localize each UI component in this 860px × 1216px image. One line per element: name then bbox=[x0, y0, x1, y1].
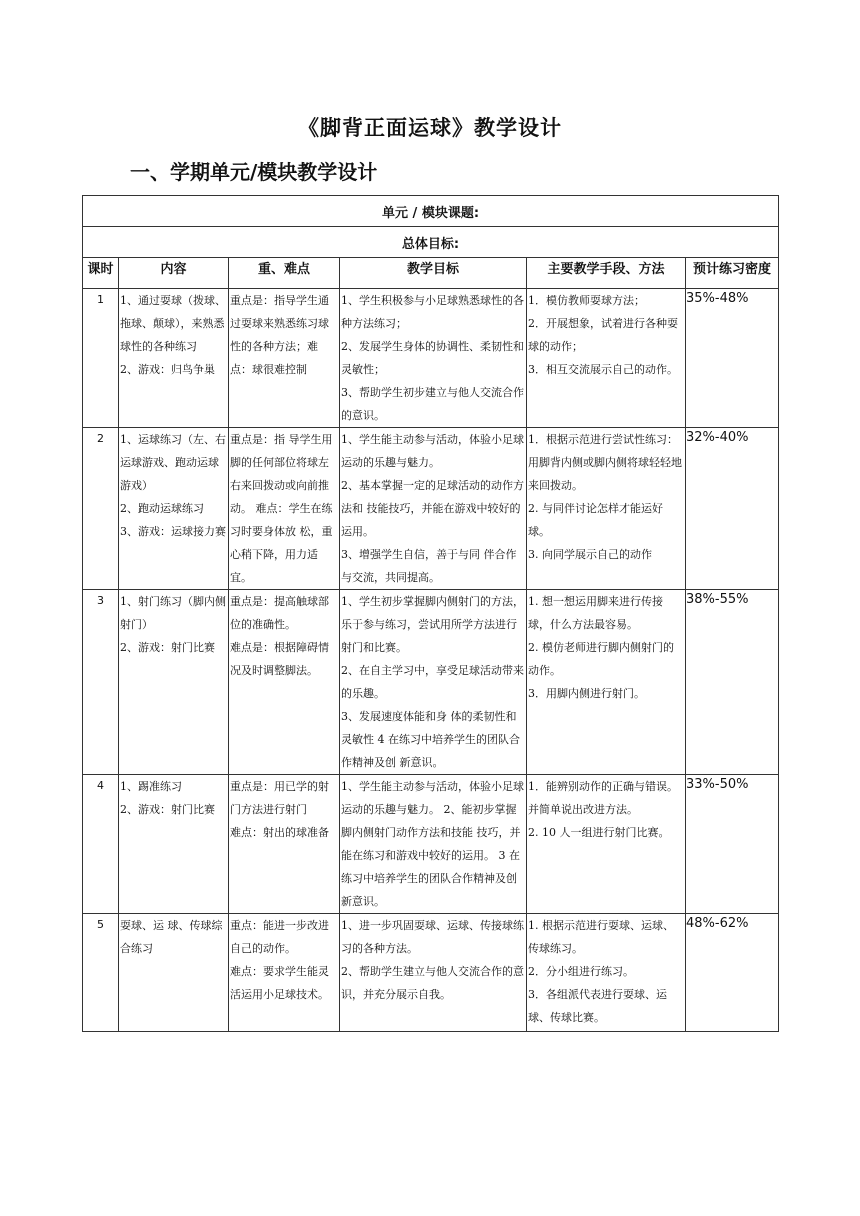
goals-cell bbox=[340, 590, 527, 775]
cell-line: 3．用脚内侧进行射门。 bbox=[528, 687, 645, 700]
cell-line: 1．能辨别动作的正确与错误。并简单说出改进方法。 bbox=[528, 780, 678, 816]
cell-line: 2. 与同伴讨论怎样才能运好球。 bbox=[528, 502, 663, 538]
density-cell: 32%-40% bbox=[686, 428, 779, 590]
content-cell bbox=[119, 289, 229, 428]
table-row bbox=[83, 428, 779, 590]
content-cell bbox=[119, 428, 229, 590]
table-row bbox=[83, 289, 779, 428]
table-header-row bbox=[83, 258, 779, 289]
cell-line: 1、射门练习（脚内侧射门） bbox=[120, 595, 226, 631]
density-cell: 33%-50% bbox=[686, 775, 779, 914]
page-title: 《脚背正面运球》教学设计 bbox=[298, 116, 562, 140]
cell-line: 1．根据示范进行尝试性练习：用脚背内侧或脚内侧将球轻轻地来回拨动。 bbox=[528, 433, 682, 492]
cell-line: 1、学生能主动参与活动，体验小足球运动的乐趣与魅力。 bbox=[341, 433, 524, 469]
cell-line: 1、学生能主动参与活动，体验小足球运动的乐趣与魅力。 2、能初步掌握脚内侧射门动作方法和技能 技巧，并能在练习和游戏中较好的运用。 3 在练习中培养学生的团队合作精神及创新意识。 bbox=[341, 780, 524, 908]
cell-line: 重点是：指 导学生用脚的任何部位将球左右来回拨动或向前推动。 难点：学生在练习时要身体放 松，重心稍下降，用力适宜。 bbox=[230, 433, 333, 584]
lesson-number: 2 bbox=[83, 428, 119, 590]
cell-line: 1、通过耍球（拨球、拖球、颠球），来熟悉球性的各种练习 bbox=[120, 294, 226, 353]
cell-line: 1、学生积极参与小足球熟悉球性的各种方法练习； bbox=[341, 294, 524, 330]
cell-line: 3. 向同学展示自己的动作 bbox=[528, 548, 652, 561]
methods-cell bbox=[527, 428, 686, 590]
lesson-number: 1 bbox=[83, 289, 119, 428]
density-cell: 48%-62% bbox=[686, 914, 779, 1032]
cell-line: 3．相互交流展示自己的动作。 bbox=[528, 363, 678, 376]
goals-cell bbox=[340, 428, 527, 590]
header-density: 预计练习密度 bbox=[686, 258, 779, 289]
cell-line: 2、游戏：射门比赛 bbox=[120, 803, 215, 816]
cell-line: 1、运球练习（左、右运球游戏、跑动运球游戏） bbox=[120, 433, 226, 492]
cell-line: 难点：射出的球准备 bbox=[230, 826, 329, 839]
cell-line: 2．分小组进行练习。 bbox=[528, 965, 634, 978]
cell-line: 2、游戏：射门比赛 bbox=[120, 641, 215, 654]
lesson-number: 4 bbox=[83, 775, 119, 914]
lesson-number: 3 bbox=[83, 590, 119, 775]
cell-line: 2. 模仿老师进行脚内侧射门的动作。 bbox=[528, 641, 674, 677]
header-lesson: 课时 bbox=[83, 258, 119, 289]
lesson-number: 5 bbox=[83, 914, 119, 1032]
goals-cell bbox=[340, 289, 527, 428]
cell-line: 3、增强学生自信，善于与同 伴合作与交流，共同提高。 bbox=[341, 548, 517, 584]
cell-line: 难点：要求学生能灵活运用小足球技术。 bbox=[230, 965, 329, 1001]
cell-line: 1、踢准练习 bbox=[120, 780, 182, 793]
cell-line: 1、学生初步掌握脚内侧射门的方法，乐于参与练习，尝试用所学方法进行射门和比赛。 bbox=[341, 595, 524, 654]
cell-line: 2、基本掌握一定的足球活动的动作方法和 技能技巧，并能在游戏中较好的运用。 bbox=[341, 479, 524, 538]
cell-line: 重点是：提高触球部位的准确性。 bbox=[230, 595, 329, 631]
key-points-cell bbox=[229, 428, 340, 590]
section-heading: 一、学期单元/模块教学设计 bbox=[130, 160, 378, 184]
density-cell: 35%-48% bbox=[686, 289, 779, 428]
cell-line: 重点是：用已学的射门方法进行射门 bbox=[230, 780, 329, 816]
cell-line: 重点是：指导学生通过耍球来熟悉练习球性的各种方法；难点：球很难控制 bbox=[230, 294, 329, 376]
unit-topic-row: 单元 / 模块课题: bbox=[83, 196, 779, 227]
cell-line: 3、发展速度体能和身 体的柔韧性和灵敏性 4 在练习中培养学生的团队合作精神及创 新意识。 bbox=[341, 710, 520, 769]
header-goals: 教学目标 bbox=[340, 258, 527, 289]
cell-line: 2．开展想象，试着进行各种耍球的动作； bbox=[528, 317, 678, 353]
cell-line: 2、在自主学习中，享受足球活动带来的乐趣。 bbox=[341, 664, 524, 700]
cell-line: 3、游戏：运球接力赛 bbox=[120, 525, 226, 538]
cell-line: 2、跑动运球练习 bbox=[120, 502, 204, 515]
table-row bbox=[83, 775, 779, 914]
cell-line: 2、游戏：归鸟争巢 bbox=[120, 363, 215, 376]
methods-cell bbox=[527, 775, 686, 914]
table-row bbox=[83, 914, 779, 1032]
cell-line: 1. 想一想运用脚来进行传接球，什么方法最容易。 bbox=[528, 595, 663, 631]
density-cell: 38%-55% bbox=[686, 590, 779, 775]
goals-cell bbox=[340, 775, 527, 914]
overall-goal-row: 总体目标: bbox=[83, 227, 779, 258]
content-cell bbox=[119, 914, 229, 1032]
cell-line: 耍球、运 球、传球综合练习 bbox=[120, 919, 223, 955]
cell-line: 1. 根据示范进行耍球、运球、传球练习。 bbox=[528, 919, 674, 955]
key-points-cell bbox=[229, 590, 340, 775]
header-methods: 主要教学手段、方法 bbox=[527, 258, 686, 289]
key-points-cell bbox=[229, 289, 340, 428]
content-cell bbox=[119, 775, 229, 914]
key-points-cell bbox=[229, 775, 340, 914]
cell-line: 3．各组派代表进行耍球、运球、传球比赛。 bbox=[528, 988, 667, 1024]
methods-cell bbox=[527, 289, 686, 428]
cell-line: 3、帮助学生初步建立与他人交流合作的意识。 bbox=[341, 386, 524, 422]
cell-line: 2、帮助学生建立与他人交流合作的意识，并充分展示自我。 bbox=[341, 965, 524, 1001]
cell-line: 难点是：根据障碍情况及时调整脚法。 bbox=[230, 641, 329, 677]
key-points-cell bbox=[229, 914, 340, 1032]
cell-line: 2. 10 人一组进行射门比赛。 bbox=[528, 826, 670, 839]
cell-line: 重点：能进一步改进自己的动作。 bbox=[230, 919, 329, 955]
table-row bbox=[83, 590, 779, 775]
content-cell bbox=[119, 590, 229, 775]
goals-cell bbox=[340, 914, 527, 1032]
cell-line: 1、进一步巩固耍球、运球、传接球练习的各种方法。 bbox=[341, 919, 524, 955]
methods-cell bbox=[527, 590, 686, 775]
header-content: 内容 bbox=[119, 258, 229, 289]
cell-line: 1．模仿教师耍球方法； bbox=[528, 294, 645, 307]
teaching-plan-table bbox=[82, 195, 779, 1032]
cell-line: 2、发展学生身体的协调性、柔韧性和灵敏性； bbox=[341, 340, 524, 376]
header-key-points: 重、难点 bbox=[229, 258, 340, 289]
methods-cell bbox=[527, 914, 686, 1032]
